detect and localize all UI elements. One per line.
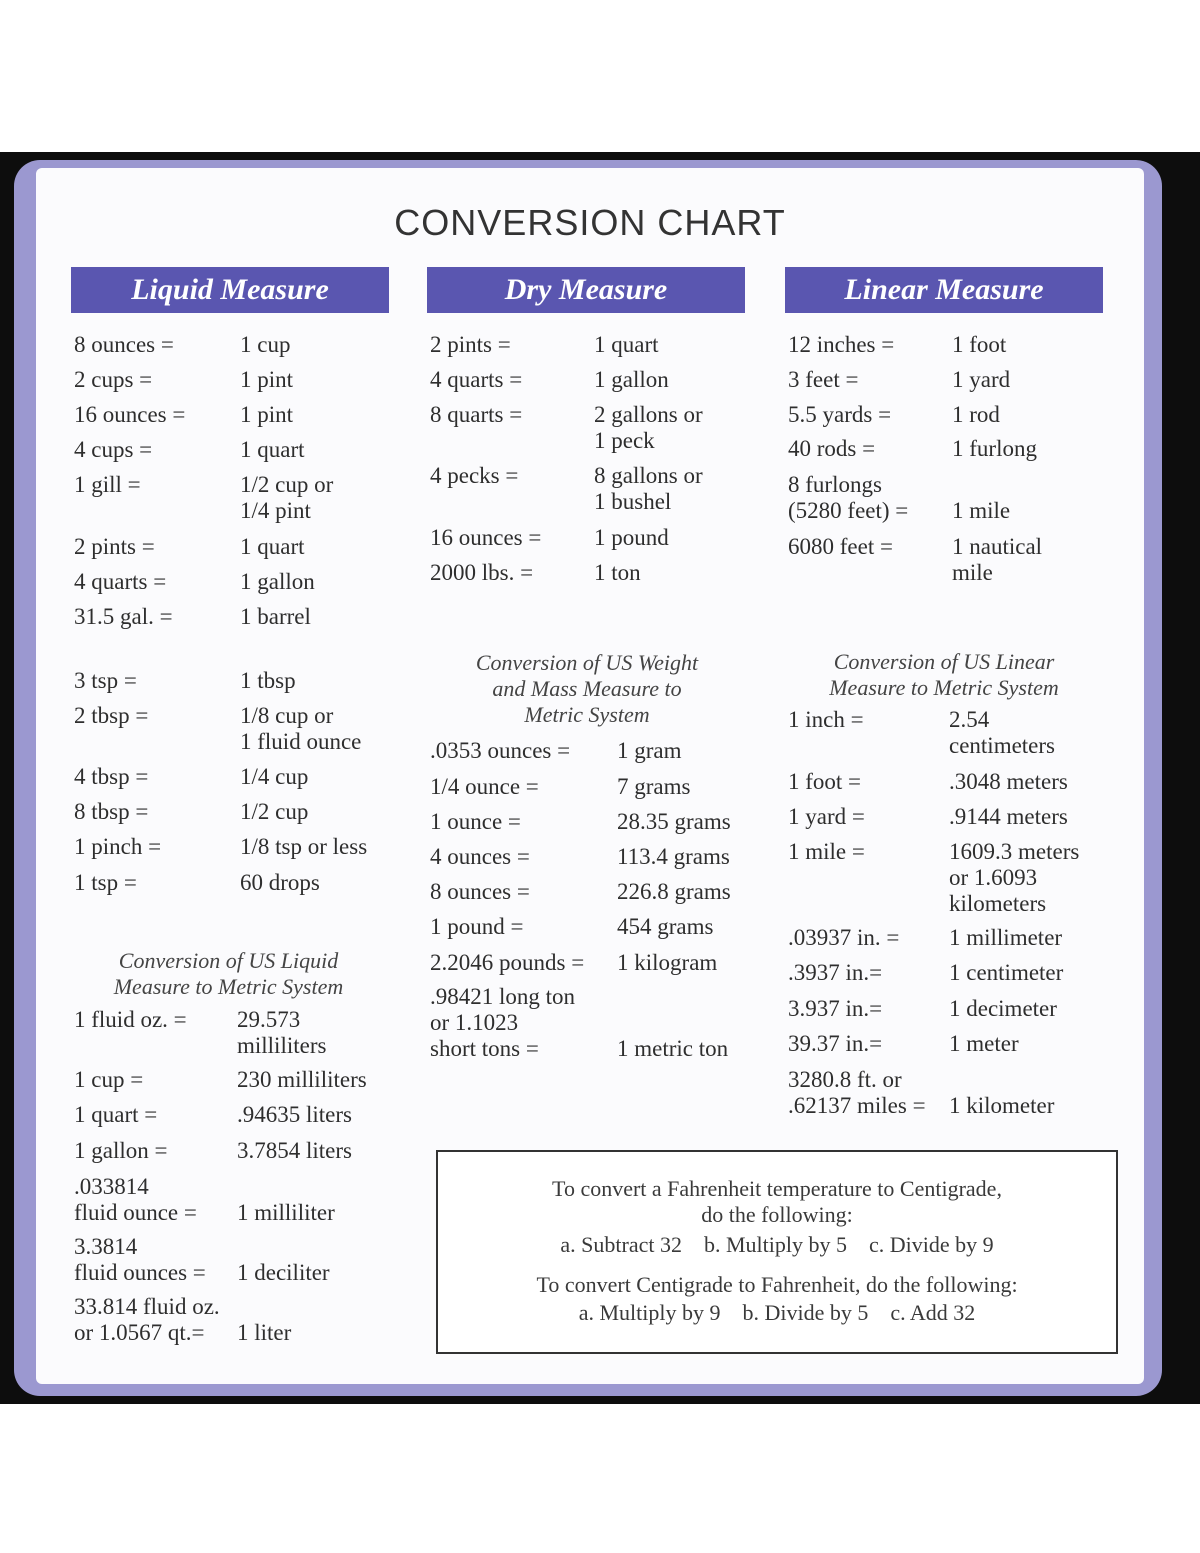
conversion-from: 33.814 fluid oz. or 1.0567 qt.= [74, 1294, 220, 1345]
fahrenheit-to-centigrade-intro: To convert a Fahrenheit temperature to Centigrade, do the following: [552, 1176, 1002, 1227]
conversion-from: .98421 long ton or 1.1023 short tons = [430, 984, 576, 1061]
weight-metric-title: Conversion of US Weight and Mass Measure to Metric System [475, 650, 699, 727]
conversion-to: 1 gram [617, 738, 682, 763]
conversion-from: 40 rods = [788, 436, 876, 461]
conversion-from: 4 quarts = [74, 569, 167, 594]
conversion-to: 1609.3 meters or 1.6093 kilometers [949, 839, 1080, 916]
conversion-to: 1 mile [952, 498, 1011, 523]
conversion-from: 1 foot = [788, 769, 862, 794]
conversion-from: 12 inches = [788, 332, 895, 357]
temperature-conversion-box [436, 1150, 1118, 1354]
conversion-to: 1 ton [594, 560, 641, 585]
conversion-to: 1 decimeter [949, 996, 1057, 1021]
conversion-from: 3 tsp = [74, 668, 137, 693]
conversion-from: 8 ounces = [74, 332, 174, 357]
conversion-to: 3.7854 liters [237, 1138, 352, 1163]
conversion-to: 226.8 grams [617, 879, 731, 904]
conversion-from: .3937 in.= [788, 960, 883, 985]
conversion-to: 1/2 cup or 1/4 pint [240, 472, 334, 523]
conversion-from: 4 quarts = [430, 367, 523, 392]
conversion-from: .03937 in. = [788, 925, 900, 950]
conversion-from: 1 yard = [788, 804, 865, 829]
conversion-from: .0353 ounces = [430, 738, 571, 763]
conversion-from: 1 mile = [788, 839, 865, 864]
conversion-to: 1 kilogram [617, 950, 718, 975]
conversion-to: 1/8 tsp or less [240, 834, 368, 859]
conversion-to: 1/8 cup or 1 fluid ounce [240, 703, 362, 754]
conversion-from: 16 ounces = [430, 525, 542, 550]
conversion-from: 3 feet = [788, 367, 859, 392]
liquid-metric-title: Conversion of US Liquid Measure to Metric System [113, 948, 344, 999]
conversion-from: 4 cups = [74, 437, 153, 462]
fahrenheit-to-centigrade-steps: a. Subtract 32 b. Multiply by 5 c. Divide by 9 [560, 1232, 994, 1257]
conversion-from: 8 ounces = [430, 879, 530, 904]
conversion-to: 1 quart [240, 534, 305, 559]
conversion-to: 7 grams [617, 774, 691, 799]
chart-panel [36, 168, 1144, 1384]
conversion-to: 1 pint [240, 367, 294, 392]
conversion-to: 1/2 cup [240, 799, 309, 824]
conversion-to: 1 nautical mile [952, 534, 1043, 585]
linear-metric-title: Conversion of US Linear Measure to Metric System [829, 649, 1059, 700]
conversion-to: 454 grams [617, 914, 714, 939]
conversion-from: 5.5 yards = [788, 402, 892, 427]
centigrade-to-fahrenheit-intro: To convert Centigrade to Fahrenheit, do the following: [536, 1272, 1018, 1297]
conversion-from: 4 tbsp = [74, 764, 149, 789]
conversion-to: .94635 liters [237, 1102, 352, 1127]
conversion-to: 1 yard [952, 367, 1011, 392]
conversion-to: 2.54 centimeters [949, 707, 1056, 758]
conversion-from: 1 ounce = [430, 809, 521, 834]
linear-measure-header: Linear Measure [785, 267, 1103, 313]
conversion-to: 1/4 cup [240, 764, 309, 789]
conversion-from: 1 cup = [74, 1067, 144, 1092]
conversion-from: 2000 lbs. = [430, 560, 534, 585]
conversion-to: 230 milliliters [237, 1067, 367, 1092]
conversion-from: 2.2046 pounds = [430, 950, 585, 975]
conversion-to: 1 gallon [240, 569, 315, 594]
chart-frame [0, 152, 1200, 1404]
conversion-to: 1 tbsp [240, 668, 296, 693]
conversion-from: 16 ounces = [74, 402, 186, 427]
conversion-from: 1/4 ounce = [430, 774, 539, 799]
conversion-to: 2 gallons or 1 peck [594, 402, 703, 453]
centigrade-to-fahrenheit-steps: a. Multiply by 9 b. Divide by 5 c. Add 32 [578, 1300, 976, 1325]
conversion-to: 1 meter [949, 1031, 1019, 1056]
conversion-from: 31.5 gal. = [74, 604, 173, 629]
conversion-from: 4 pecks = [430, 463, 519, 488]
conversion-to: 28.35 grams [617, 809, 731, 834]
conversion-to: 113.4 grams [617, 844, 730, 869]
conversion-from: 1 gallon = [74, 1138, 168, 1163]
conversion-from: 3280.8 ft. or .62137 miles = [788, 1067, 926, 1118]
conversion-from: 4 ounces = [430, 844, 530, 869]
conversion-to: 1 quart [594, 332, 659, 357]
conversion-to: 1 quart [240, 437, 305, 462]
conversion-to: 1 metric ton [617, 1036, 729, 1061]
conversion-from: 2 tbsp = [74, 703, 149, 728]
conversion-to: 1 pint [240, 402, 294, 427]
conversion-from: 1 pound = [430, 914, 524, 939]
conversion-to: 1 foot [952, 332, 1007, 357]
conversion-to: 1 pound [594, 525, 669, 550]
conversion-to: 60 drops [240, 870, 320, 895]
conversion-to: 1 barrel [240, 604, 311, 629]
conversion-to: 1 liter [237, 1320, 292, 1345]
conversion-to: .3048 meters [949, 769, 1068, 794]
conversion-from: 8 quarts = [430, 402, 523, 427]
conversion-to: 1 milliliter [237, 1200, 335, 1225]
dry-measure-header: Dry Measure [427, 267, 745, 313]
conversion-from: .033814 fluid ounce = [74, 1174, 197, 1225]
conversion-to: .9144 meters [949, 804, 1068, 829]
conversion-to: 29.573 milliliters [237, 1007, 327, 1058]
conversion-to: 1 deciliter [237, 1260, 330, 1285]
conversion-from: 39.37 in.= [788, 1031, 883, 1056]
conversion-from: 1 inch = [788, 707, 864, 732]
conversion-from: 6080 feet = [788, 534, 893, 559]
conversion-from: 3.937 in.= [788, 996, 883, 1021]
conversion-to: 1 cup [240, 332, 291, 357]
conversion-to: 1 centimeter [949, 960, 1064, 985]
conversion-from: 2 pints = [74, 534, 155, 559]
conversion-from: 1 gill = [74, 472, 141, 497]
conversion-from: 1 quart = [74, 1102, 158, 1127]
conversion-from: 1 pinch = [74, 834, 162, 859]
conversion-to: 1 gallon [594, 367, 669, 392]
conversion-to: 1 millimeter [949, 925, 1063, 950]
conversion-from: 2 cups = [74, 367, 153, 392]
conversion-to: 1 furlong [952, 436, 1037, 461]
chart-card [14, 160, 1162, 1396]
conversion-to: 1 kilometer [949, 1093, 1055, 1118]
conversion-from: 2 pints = [430, 332, 511, 357]
liquid-measure-header: Liquid Measure [71, 267, 389, 313]
conversion-to: 1 rod [952, 402, 1000, 427]
conversion-from: 8 furlongs (5280 feet) = [788, 472, 909, 523]
conversion-from: 1 tsp = [74, 870, 137, 895]
conversion-from: 8 tbsp = [74, 799, 149, 824]
conversion-from: 3.3814 fluid ounces = [74, 1234, 206, 1285]
page-title: CONVERSION CHART [394, 202, 786, 243]
conversion-to: 8 gallons or 1 bushel [594, 463, 703, 514]
conversion-from: 1 fluid oz. = [74, 1007, 187, 1032]
